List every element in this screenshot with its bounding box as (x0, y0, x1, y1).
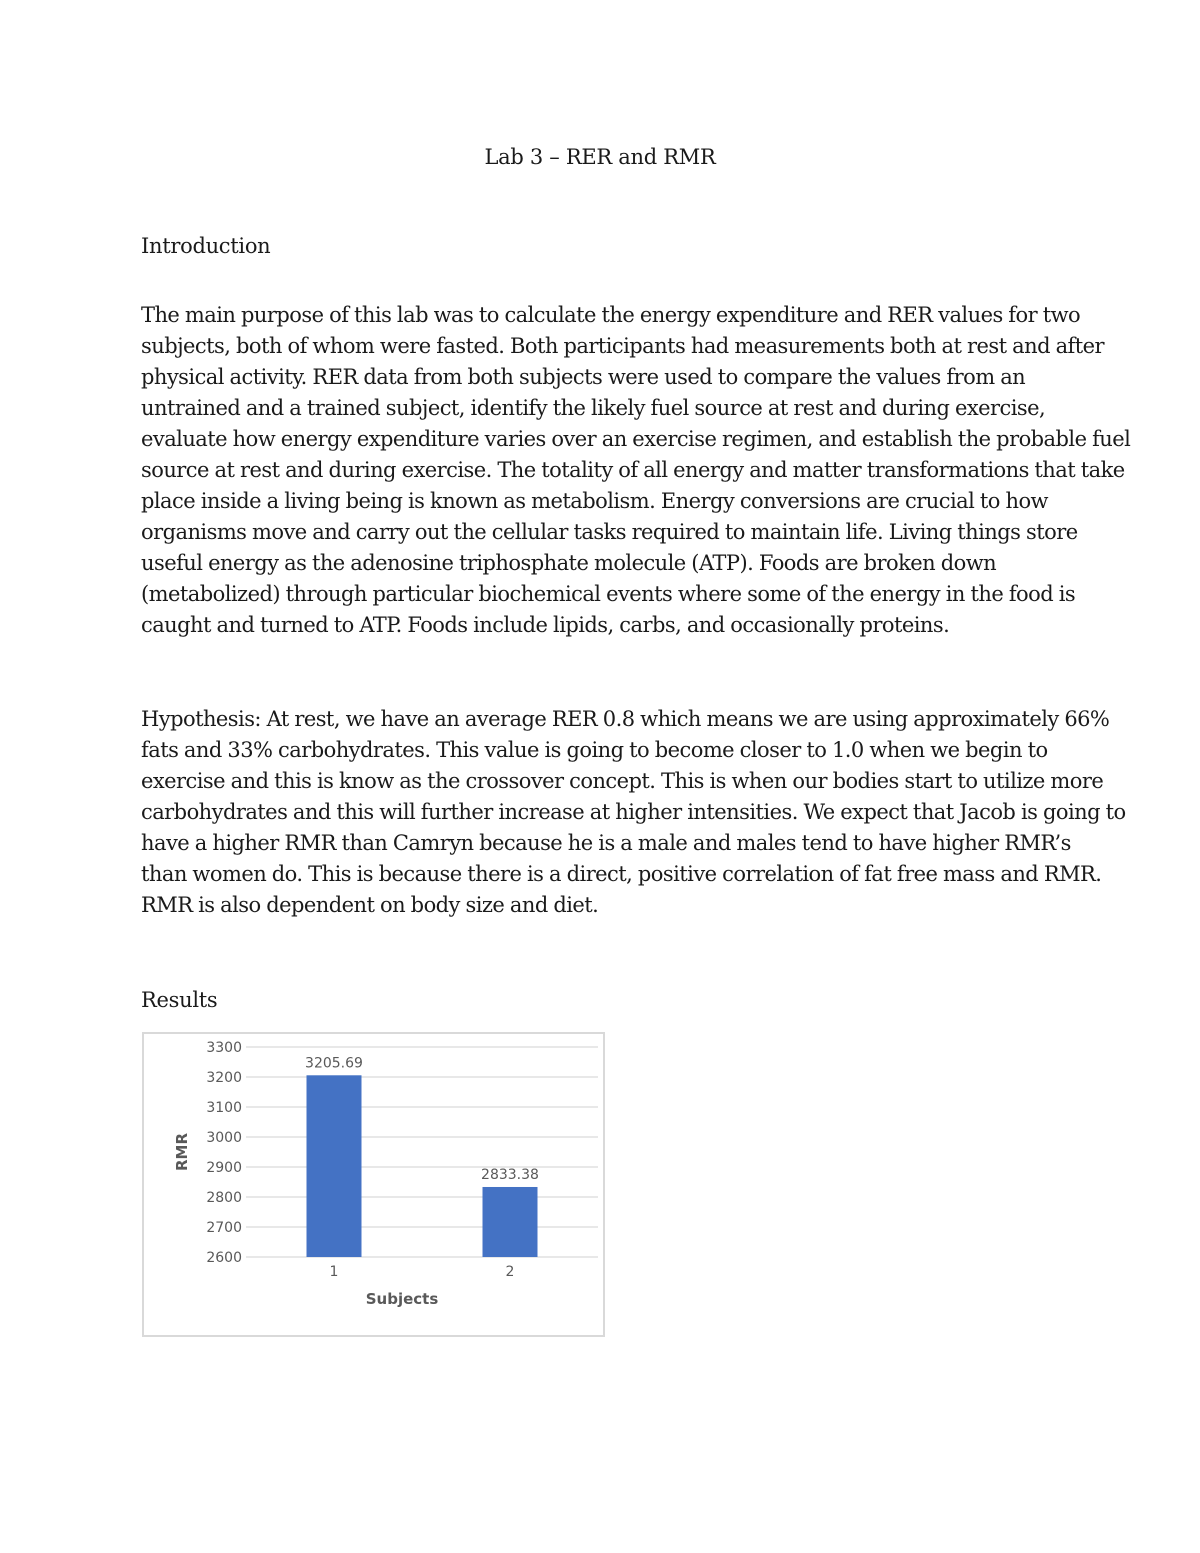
y-tick-label: 2600 (206, 1250, 242, 1266)
paragraph-line: physical activity. RER data from both subjects were used to compare the values from an (141, 365, 1026, 389)
y-tick-label: 3200 (206, 1070, 242, 1086)
y-tick-label: 2800 (206, 1190, 242, 1206)
data-label: 3205.69 (305, 1055, 363, 1072)
paragraph-line: (metabolized) through particular biochemical events where some of the energy in the food is (141, 582, 1076, 606)
paragraph-line: evaluate how energy expenditure varies over an exercise regimen, and establish the probable fuel (141, 427, 1131, 451)
introduction-paragraph (141, 300, 1131, 641)
y-tick-label: 2700 (206, 1220, 242, 1236)
paragraph-line: than women do. This is because there is a direct, positive correlation of fat free mass and RMR. (141, 862, 1102, 886)
paragraph-line: untrained and a trained subject, identify the likely fuel source at rest and during exercise, (141, 396, 1046, 420)
y-tick-label: 3300 (206, 1040, 242, 1056)
paragraph-line: source at rest and during exercise. The totality of all energy and matter transformations that take (141, 458, 1125, 482)
paragraph-line: RMR is also dependent on body size and diet. (141, 893, 599, 917)
paragraph-line: carbohydrates and this will further increase at higher intensities. We expect that Jacob is going to (141, 800, 1126, 824)
bar (307, 1075, 362, 1257)
paragraph-line: exercise and this is know as the crossover concept. This is when our bodies start to utilize more (141, 769, 1104, 793)
paragraph-line: subjects, both of whom were fasted. Both participants had measurements both at rest and after (141, 334, 1105, 358)
paragraph-line: have a higher RMR than Camryn because he is a male and males tend to have higher RMR’s (141, 831, 1071, 855)
paragraph-line: Hypothesis: At rest, we have an average RER 0.8 which means we are using approximately 66% (141, 707, 1110, 731)
paragraph-line: caught and turned to ATP. Foods include lipids, carbs, and occasionally proteins. (141, 613, 950, 637)
y-tick-label: 3100 (206, 1100, 242, 1116)
paragraph-line: fats and 33% carbohydrates. This value is going to become closer to 1.0 when we begin to (141, 738, 1048, 762)
x-tick-label: 2 (505, 1264, 515, 1280)
introduction-heading: Introduction (141, 234, 271, 258)
x-axis-title: Subjects (365, 1290, 439, 1308)
paragraph-line: organisms move and carry out the cellular tasks required to maintain life. Living things store (141, 520, 1078, 544)
hypothesis-paragraph (141, 704, 1126, 921)
document-title: Lab 3 – RER and RMR (484, 145, 716, 169)
results-heading: Results (141, 988, 218, 1012)
paragraph-line: useful energy as the adenosine triphosphate molecule (ATP). Foods are broken down (141, 551, 997, 575)
data-label: 2833.38 (481, 1166, 539, 1183)
paragraph-line: place inside a living being is known as metabolism. Energy conversions are crucial to how (141, 489, 1048, 513)
paragraph-line: The main purpose of this lab was to calculate the energy expenditure and RER values for two (141, 303, 1081, 327)
rmr-chart (142, 1032, 605, 1337)
rmr-bar-chart-svg (144, 1034, 603, 1335)
bar (483, 1187, 538, 1257)
y-axis-title: RMR (173, 1132, 191, 1172)
y-tick-label: 2900 (206, 1160, 242, 1176)
x-tick-label: 1 (329, 1264, 339, 1280)
y-tick-label: 3000 (206, 1130, 242, 1146)
